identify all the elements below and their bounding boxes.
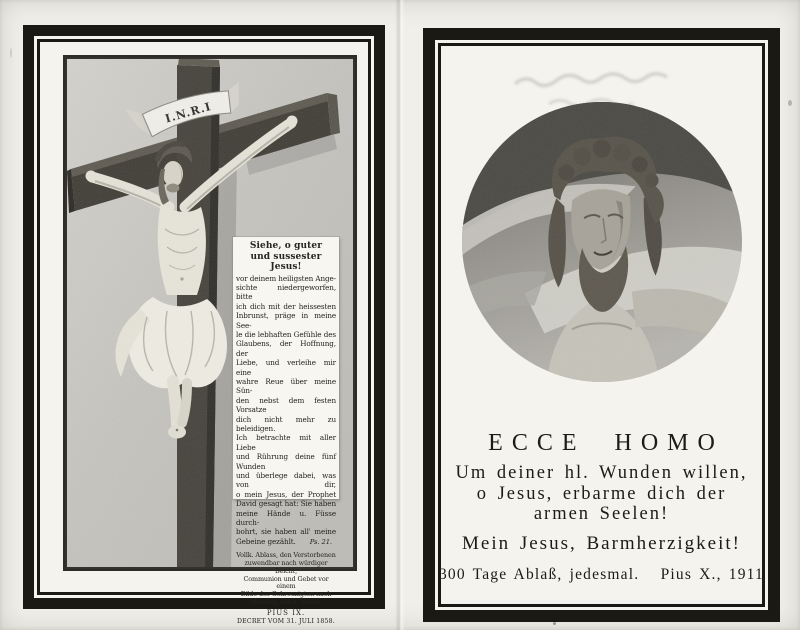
- prayer-body: [236, 274, 336, 548]
- caption-prayer-line: armen Seelen!: [533, 504, 670, 524]
- indulgence-note-line: Communion und Gebet vor einem: [243, 574, 329, 591]
- prayer-body-line: David gesagt hat: Sie haben: [236, 499, 336, 509]
- pope-name: PIUS IX.: [266, 608, 306, 617]
- prayer-heading: [236, 241, 336, 273]
- indulgence-line: 300 Tage Ablaß, jedesmal. Pius X., 1911: [438, 565, 764, 583]
- prayer-body-line: o mein Jesus, der Prophet: [236, 489, 336, 499]
- ecce-homo-title: ECCE HOMO: [488, 430, 724, 456]
- ecce-homo-illustration: [461, 101, 743, 383]
- prayer-body-line: Ich betrachte mit aller Liebe: [236, 433, 336, 452]
- prayer-body-line: Liebe, und verleihe mir eine: [236, 358, 336, 377]
- caption-prayer: [435, 463, 768, 525]
- prayer-body-line: vor deinem heiligsten Ange-: [236, 273, 336, 283]
- prayer-body-line: sichte niedergeworfen, bitte: [236, 282, 336, 302]
- fold-crease: [395, 0, 405, 630]
- paper-speck: [788, 100, 792, 106]
- prayer-body-line: wahre Reue über meine Sün-: [236, 376, 336, 396]
- caption-prayer-line: o Jesus, erbarme dich der: [476, 483, 727, 504]
- prayer-text-block: [233, 237, 339, 625]
- prayer-body-line: den nebst dem festen Vorsatze: [236, 395, 336, 415]
- prayer-body-line: dich nicht mehr zu beleidigen.: [236, 414, 336, 433]
- prayer-body-line: ich dich mit der heissesten: [236, 301, 336, 311]
- ecce-homo-photo: [461, 101, 743, 383]
- indulgence-note-line: Meinung des h. Vaters.: [249, 598, 323, 607]
- invocation-line: Mein Jesus, Barmherzigkeit!: [462, 532, 741, 554]
- prayer-heading-line: und sussester Jesus!: [250, 251, 322, 272]
- prayer-body-line: und Rührung deine fünf Wunden: [236, 452, 336, 471]
- right-panel: [423, 28, 780, 622]
- indulgence-note-line: Vollk. Ablass, den Verstorbenen: [236, 551, 336, 560]
- paper-speck: [10, 48, 12, 58]
- indulgence-note: [236, 552, 336, 607]
- prayer-last-line: [236, 537, 336, 547]
- prayer-body-line: bohrt, sie haben all' meine: [236, 527, 336, 537]
- prayer-body-line: le die lebhaften Gefühle des: [236, 329, 336, 339]
- prayer-body-line: Inbrunst, präge in meine See-: [236, 311, 336, 330]
- prayer-body-line: meine Hände u. Füsse durch-: [236, 508, 336, 528]
- indulgence-note-line: zuwendbar nach würdiger Beicht,: [244, 559, 328, 575]
- crucifix-photo: [65, 57, 355, 625]
- caption-prayer-line: Um deiner hl. Wunden willen,: [455, 463, 748, 483]
- prayer-body-line: Glaubens, der Hoffnung, der: [236, 339, 336, 358]
- prayer-heading-line: Siehe, o guter: [249, 241, 323, 251]
- psalm-reference: Ps. 21.: [309, 537, 332, 546]
- caption-block: [435, 430, 768, 583]
- decree-line: DECRET VOM 31. JULI 1858.: [237, 617, 335, 625]
- indulgence-note-line: Bilde des Gekreuzigten nach: [240, 590, 332, 599]
- prayer-body-line: und überlege dabei, was von dir,: [236, 471, 336, 490]
- prayer-body-line: Gebeine gezählt.: [236, 536, 296, 546]
- paper-speck: [553, 622, 556, 625]
- left-panel: [23, 25, 385, 625]
